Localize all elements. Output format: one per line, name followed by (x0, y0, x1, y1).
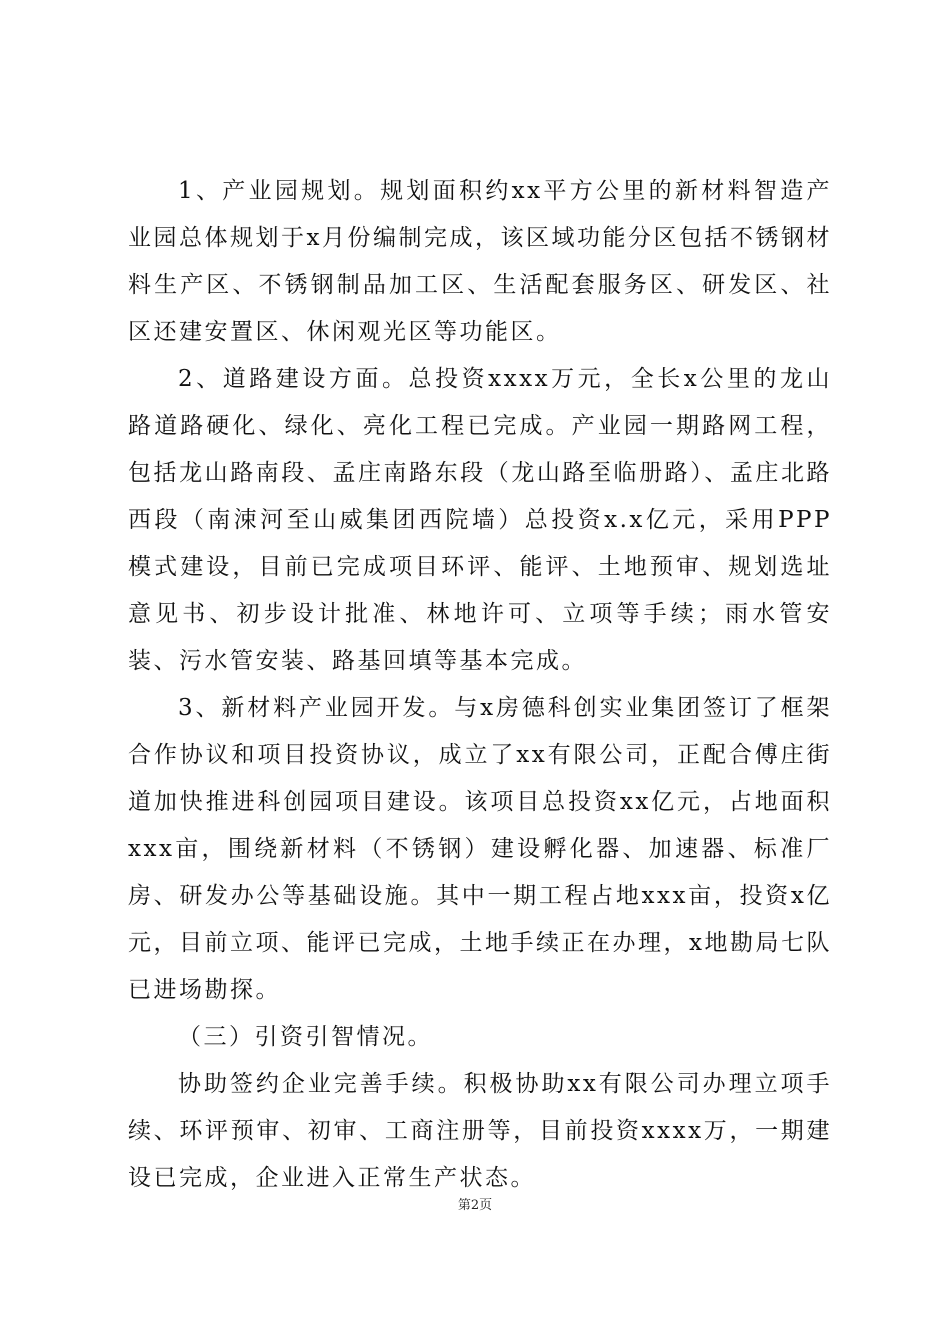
document-body (128, 168, 832, 1202)
page-number: 第2页 (457, 1198, 493, 1213)
paragraph-new-materials-park: 3、新材料产业园开发。与x房德科创实业集团签订了框架合作协议和项目投资协议，成立了xx有限公司，正配合傅庄街道加快推进科创园项目建设。该项目总投资xx亿元，占地面积xxx亩，围绕新材料（不锈钢）建设孵化器、加速器、标准厂房、研发办公等基础设施。其中一期工程占地xxx亩，投资x亿元，目前立项、能评已完成，土地手续正在办理，x地勘局七队已进场勘探。 (128, 695, 832, 1003)
paragraph-road-construction: 2、道路建设方面。总投资xxxx万元，全长x公里的龙山路道路硬化、绿化、亮化工程已完成。产业园一期路网工程，包括龙山路南段、孟庄南路东段（龙山路至临册路）、孟庄北路西段（南涑河至山威集团西院墙）总投资x.x亿元，采用PPP模式建设，目前已完成项目环评、能评、土地预审、规划选址意见书、初步设计批准、林地许可、立项等手续；雨水管安装、污水管安装、路基回填等基本完成。 (128, 366, 832, 674)
paragraph-enterprise-assistance: 协助签约企业完善手续。积极协助xx有限公司办理立项手续、环评预审、初审、工商注册等，目前投资xxxx万，一期建设已完成，企业进入正常生产状态。 (128, 1071, 832, 1191)
paragraph-industrial-park-planning: 1、产业园规划。规划面积约xx平方公里的新材料智造产业园总体规划于x月份编制完成，该区域功能分区包括不锈钢材料生产区、不锈钢制品加工区、生活配套服务区、研发区、社区还建安置区、休闲观光区等功能区。 (128, 178, 832, 345)
section-heading-investment: （三）引资引智情况。 (178, 1024, 433, 1050)
